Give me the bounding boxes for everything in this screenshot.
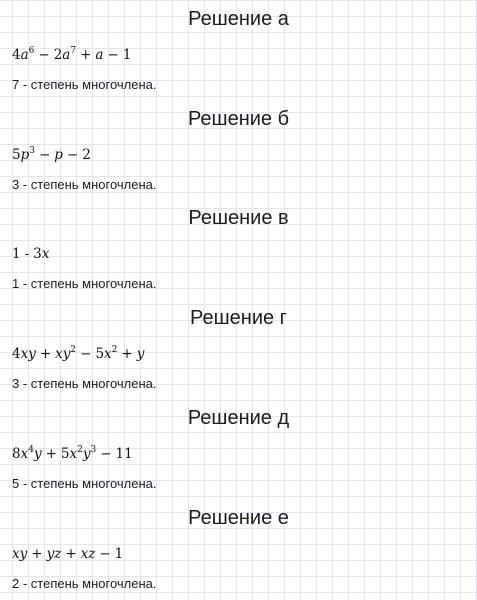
exponent: 3: [90, 445, 97, 455]
variable: x: [41, 246, 50, 262]
variable: p: [54, 147, 63, 163]
polynomial-expression: [12, 342, 144, 366]
solution-title: Решение е: [188, 507, 289, 529]
solution-title: Решение а: [188, 8, 289, 30]
solution-title: Решение в: [188, 207, 289, 229]
number: 4: [12, 346, 21, 362]
solution-title: Решение д: [187, 407, 290, 429]
operator: +: [121, 346, 133, 362]
exponent: 6: [28, 46, 35, 56]
operator: −: [38, 47, 50, 63]
number: 1: [122, 47, 132, 63]
number: 2: [82, 147, 91, 163]
operator: −: [107, 47, 119, 63]
operator: +: [65, 546, 77, 562]
variable: x: [20, 446, 29, 462]
exponent: 2: [70, 345, 77, 355]
variable: yz: [46, 546, 62, 562]
number: 5: [12, 147, 21, 163]
variable: y: [33, 446, 42, 462]
exponent: 3: [29, 146, 35, 156]
operator: −: [99, 546, 111, 562]
degree-note: 3 - степень многочлена.: [12, 177, 157, 192]
number: 8: [12, 446, 21, 462]
solution-title: Решение г: [190, 307, 287, 329]
number: 1: [12, 246, 21, 262]
number: 5: [60, 446, 70, 462]
variable: y: [82, 446, 91, 462]
variable: xz: [80, 546, 96, 562]
polynomial-expression: [12, 442, 133, 466]
number: 5: [95, 346, 105, 362]
operator: -: [24, 246, 30, 262]
variable: a: [62, 47, 71, 63]
number: 2: [53, 47, 63, 63]
polynomial-expression: [12, 43, 131, 67]
degree-note: 5 - степень многочлена.: [12, 476, 157, 491]
number: 4: [12, 47, 21, 63]
operator: −: [38, 147, 51, 163]
variable: x: [104, 346, 112, 362]
polynomial-expression: [12, 143, 91, 167]
variable: xy: [12, 546, 28, 562]
variable: xy: [55, 346, 71, 362]
number: 3: [33, 246, 42, 262]
variable: a: [20, 47, 29, 63]
operator: +: [39, 346, 52, 362]
operator: +: [80, 47, 92, 63]
operator: +: [45, 446, 57, 462]
operator: −: [66, 147, 79, 163]
variable: y: [136, 346, 145, 362]
degree-note: 3 - степень многочлена.: [12, 376, 157, 391]
exponent: 2: [111, 345, 118, 355]
solution-title: Решение б: [187, 108, 290, 130]
exponent: 7: [70, 46, 77, 56]
degree-note: 2 - степень многочлена.: [12, 576, 157, 591]
number: 11: [115, 446, 133, 462]
operator: −: [100, 446, 112, 462]
exponent: 4: [28, 445, 34, 455]
degree-note: 1 - степень многочлена.: [12, 276, 157, 291]
exponent: 2: [77, 445, 83, 455]
number: 1: [114, 546, 124, 562]
polynomial-expression: [12, 242, 49, 266]
variable: xy: [20, 346, 36, 362]
variable: x: [69, 446, 78, 462]
variable: a: [95, 47, 104, 63]
operator: −: [80, 346, 92, 362]
operator: +: [31, 546, 43, 562]
variable: p: [20, 147, 30, 163]
degree-note: 7 - степень многочлена.: [12, 77, 157, 92]
polynomial-expression: [12, 542, 123, 566]
